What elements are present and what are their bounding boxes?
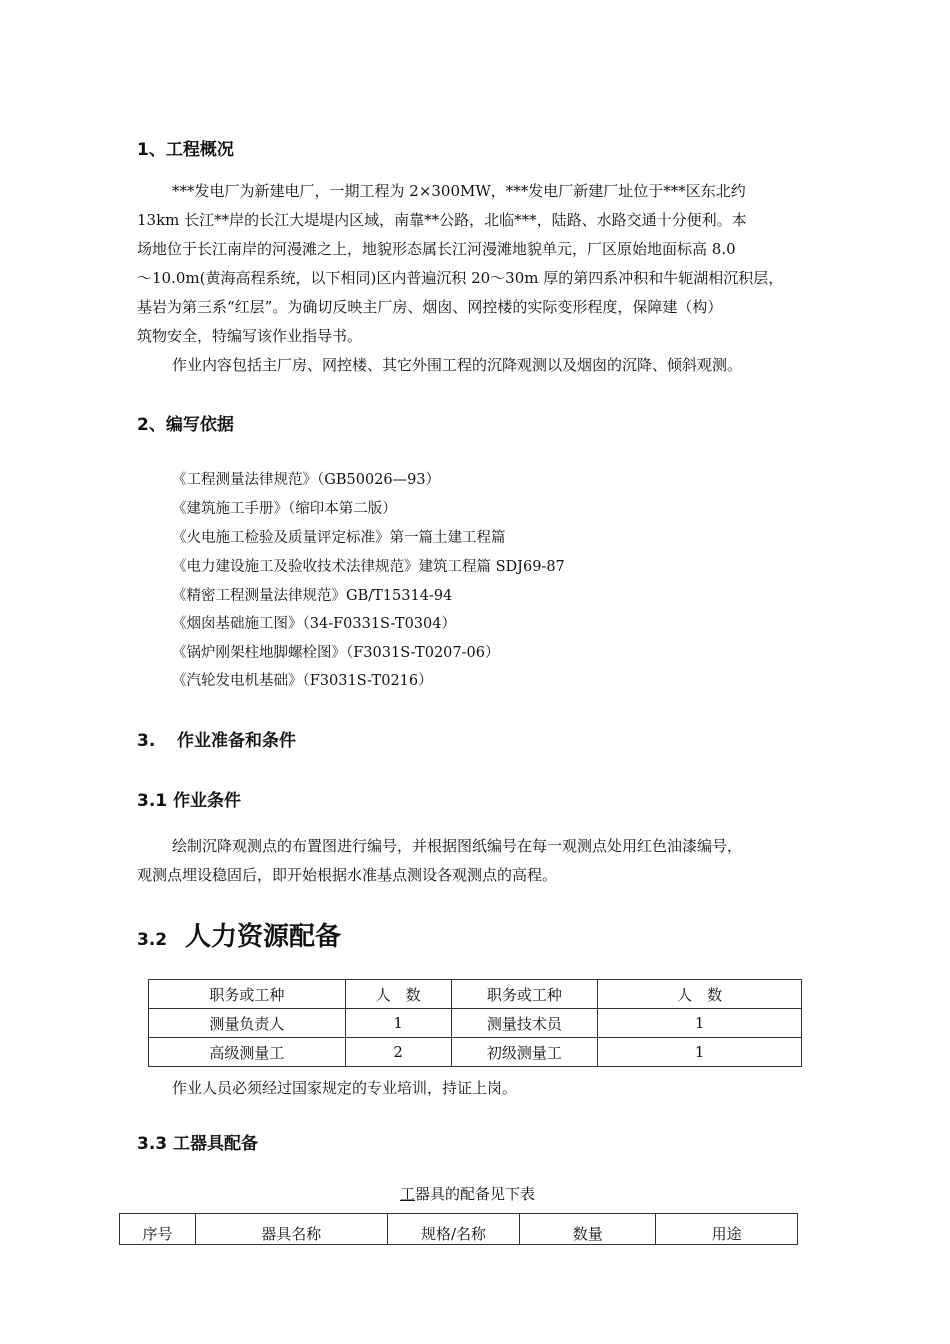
tools-table bbox=[119, 1213, 798, 1245]
reference-item: 《火电施工检验及质量评定标准》第一篇土建工程篇 bbox=[172, 530, 506, 546]
section-1-para-2: 作业内容包括主厂房、网控楼、其它外围工程的沉降观测以及烟囱的沉降、倾斜观测。 bbox=[172, 356, 743, 374]
section-3-3-heading: 3.3 工器具配备 bbox=[137, 1134, 259, 1154]
table-cell: 测量负责人 bbox=[149, 1009, 346, 1038]
table-cell: 1 bbox=[345, 1009, 451, 1038]
section-3-1-line-2: 观测点埋设稳固后，即开始根据水准基点测设各观测点的高程。 bbox=[137, 866, 558, 884]
table-header-cell: 数量 bbox=[520, 1214, 656, 1245]
table-header-cell: 规格/名称 bbox=[387, 1214, 520, 1245]
table-header-cell: 职务或工种 bbox=[451, 980, 598, 1009]
reference-item: 《汽轮发电机基础》（F3031S-T0216） bbox=[172, 673, 433, 689]
reference-item: 《建筑施工手册》（缩印本第二版） bbox=[172, 501, 397, 517]
table-header-row bbox=[120, 1214, 798, 1245]
table-header-row bbox=[149, 980, 802, 1009]
caption-text: 器具的配备见下表 bbox=[415, 1185, 536, 1203]
table-cell: 测量技术员 bbox=[451, 1009, 598, 1038]
section-3-number: 3. bbox=[137, 731, 156, 751]
table-header-cell: 器具名称 bbox=[195, 1214, 387, 1245]
section-3-2-title: 人力资源配备 bbox=[185, 922, 342, 952]
table-header-cell: 职务或工种 bbox=[149, 980, 346, 1009]
section-1-line-6: 筑物安全，特编写该作业指导书。 bbox=[137, 327, 363, 345]
section-1-line-1: ***发电厂为新建电厂，一期工程为 2×300MW，***发电厂新建厂址位于***区东北约 bbox=[172, 182, 746, 200]
reference-item: 《精密工程测量法律规范》GB/T15314-94 bbox=[172, 588, 453, 604]
staffing-note: 作业人员必须经过国家规定的专业培训，持证上岗。 bbox=[172, 1079, 518, 1097]
table-header-cell: 人 数 bbox=[345, 980, 451, 1009]
table-cell: 1 bbox=[598, 1009, 802, 1038]
table-header-cell: 序号 bbox=[120, 1214, 196, 1245]
section-3-1-heading: 3.1 作业条件 bbox=[137, 791, 242, 811]
table-row bbox=[149, 1038, 802, 1067]
caption-underlined-char: 工 bbox=[400, 1185, 416, 1203]
section-1-line-4: ～10.0m(黄海高程系统，以下相同)区内普遍沉积 20～30m 厚的第四系冲积和牛轭湖相沉积层， bbox=[137, 269, 784, 287]
section-1-line-5: 基岩为第三系“红层”。为确切反映主厂房、烟囱、网控楼的实际变形程度，保障建（构） bbox=[137, 298, 723, 316]
reference-item: 《电力建设施工及验收技术法律规范》建筑工程篇 SDJ69-87 bbox=[172, 559, 565, 575]
table-header-cell: 人 数 bbox=[598, 980, 802, 1009]
tools-table-caption bbox=[400, 1183, 535, 1204]
section-3-1-line-1: 绘制沉降观测点的布置图进行编号，并根据图纸编号在每一观测点处用红色油漆编号， bbox=[172, 837, 743, 855]
table-row bbox=[149, 1009, 802, 1038]
table-cell: 1 bbox=[598, 1038, 802, 1067]
reference-item: 《工程测量法律规范》（GB50026—93） bbox=[172, 472, 441, 488]
section-2-heading: 2、编写依据 bbox=[137, 415, 234, 435]
section-1-line-2: 13km 长江**岸的长江大堤堤内区域，南靠**公路，北临***，陆路、水路交通十分便利。本 bbox=[137, 211, 747, 229]
staffing-table bbox=[148, 979, 802, 1067]
section-3-heading bbox=[137, 726, 296, 751]
section-3-2-number: 3.2 bbox=[137, 930, 168, 950]
section-1-line-3: 场地位于长江南岸的河漫滩之上，地貌形态属长江河漫滩地貌单元，厂区原始地面标高 8.0 bbox=[137, 240, 736, 258]
reference-item: 《烟囱基础施工图》（34-F0331S-T0304） bbox=[172, 616, 456, 632]
table-cell: 高级测量工 bbox=[149, 1038, 346, 1067]
section-3-2-heading bbox=[137, 916, 341, 953]
section-3-title: 作业准备和条件 bbox=[177, 731, 296, 751]
table-cell: 初级测量工 bbox=[451, 1038, 598, 1067]
table-header-cell: 用途 bbox=[656, 1214, 798, 1245]
reference-item: 《锅炉刚架柱地脚螺栓图》（F3031S-T0207-06） bbox=[172, 645, 500, 661]
table-cell: 2 bbox=[345, 1038, 451, 1067]
section-1-heading: 1、工程概况 bbox=[137, 140, 234, 160]
